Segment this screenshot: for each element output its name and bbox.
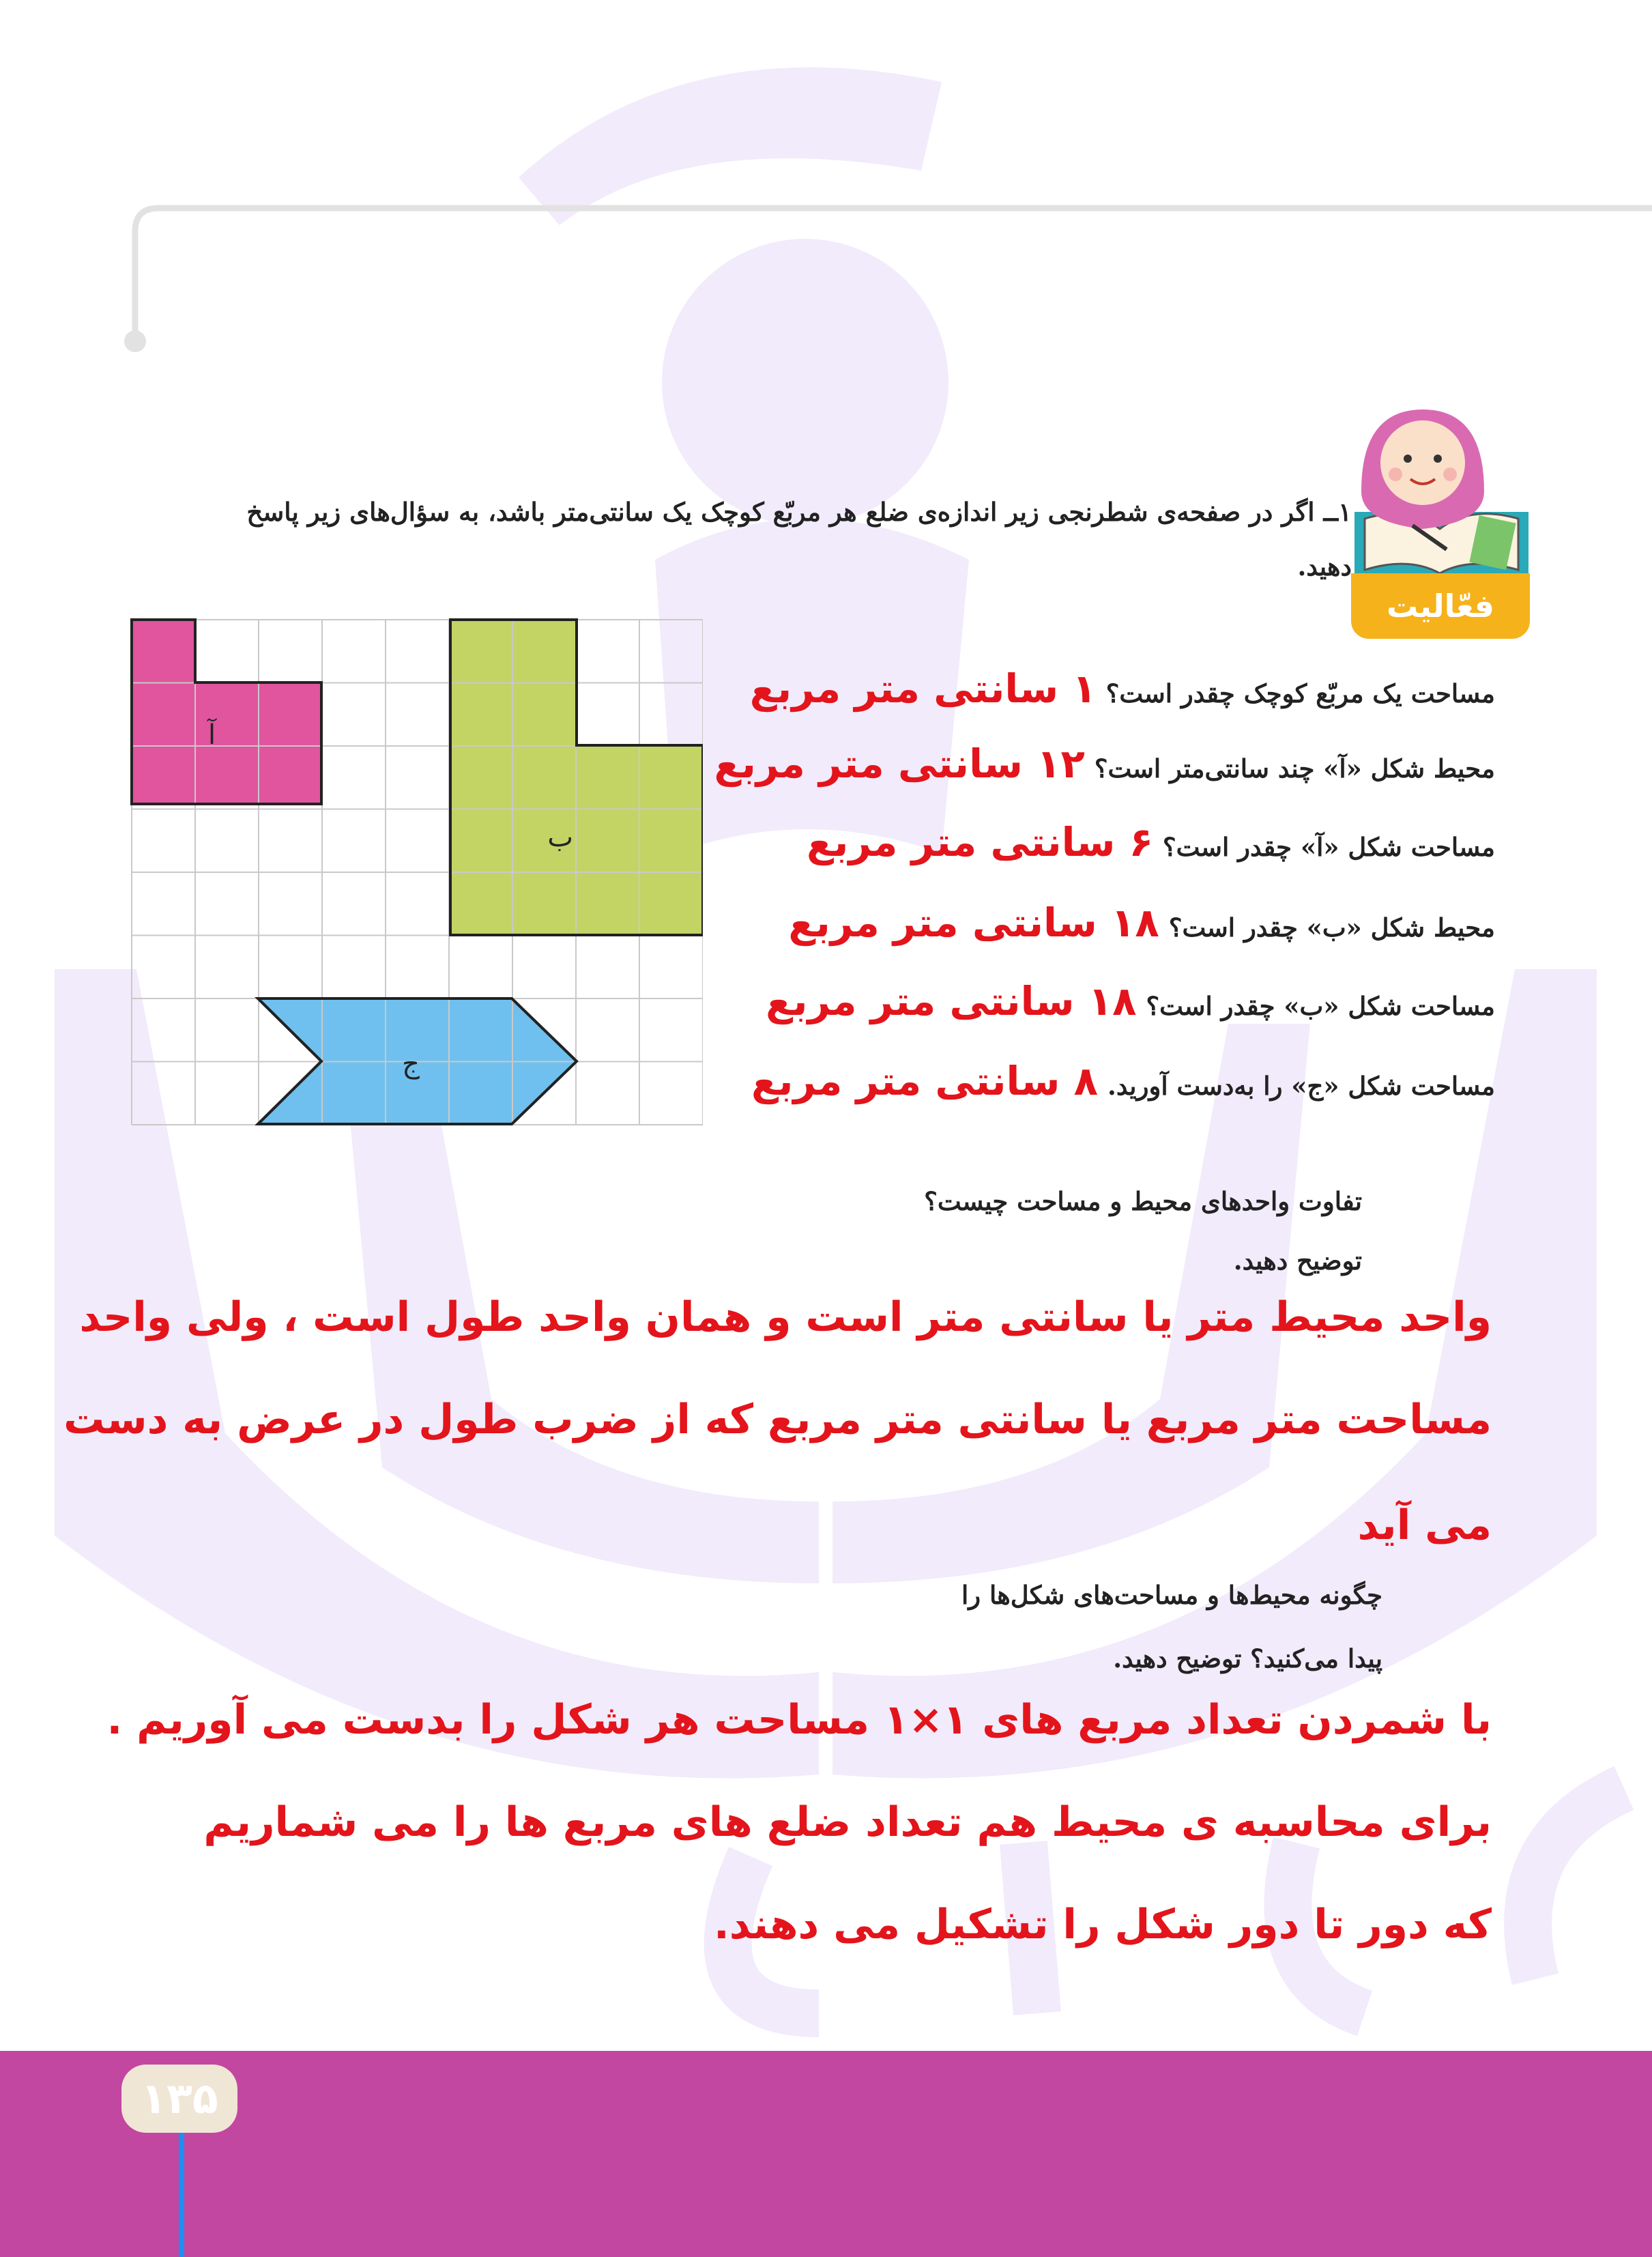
question-text: مساحت شکل «ب» چقدر است؟ <box>1146 991 1495 1021</box>
question-text: مساحت شکل «آ» چقدر است؟ <box>1163 832 1495 862</box>
section2-answer-1: واحد محیط متر یا سانتی متر است و همان واحد طول است ، ولی واحد <box>79 1293 1492 1341</box>
question-row <box>751 1058 1495 1104</box>
question-text: مساحت شکل «ج» را به‌دست آورید. <box>1107 1071 1495 1101</box>
shape-c-label: ج <box>402 1048 420 1080</box>
grid-figure <box>130 614 703 1133</box>
question-row <box>714 741 1495 787</box>
answer-text: ۱۸ سانتی متر مربع <box>788 900 1159 946</box>
section2-answer-2: مساحت متر مربع یا سانتی متر مربع که از ضرب طول در عرض به دست <box>63 1396 1492 1443</box>
section3-answer-2: برای محاسبه ی محیط هم تعداد ضلع های مربع ها را می شماریم <box>203 1798 1492 1846</box>
shape-a-label: آ <box>208 719 216 751</box>
footer-band <box>0 2051 1652 2257</box>
section2-question-2: توضیح دهید. <box>1233 1246 1362 1276</box>
question-row <box>766 978 1495 1024</box>
shape-a <box>132 620 321 804</box>
answer-text: ۱۸ سانتی متر مربع <box>766 978 1137 1024</box>
answer-text: ۱۲ سانتی متر مربع <box>714 741 1085 787</box>
question-text: محیط شکل «آ» چند سانتی‌متر است؟ <box>1094 753 1495 784</box>
activity-badge: فعّالیت <box>1351 573 1530 639</box>
page-number: ۱۳۵ <box>121 2065 237 2133</box>
question-row <box>788 900 1495 946</box>
section3-question-2: پیدا می‌کنید؟ توضیح دهید. <box>1113 1643 1382 1673</box>
page-frame <box>0 0 1652 409</box>
question-text: مساحت یک مربّع کوچک چقدر است؟ <box>1105 678 1495 708</box>
answer-text: ۸ سانتی متر مربع <box>751 1058 1098 1104</box>
section2-question-1: تفاوت واحدهای محیط و مساحت چیست؟ <box>924 1186 1362 1216</box>
shape-b-label: ب <box>547 822 573 853</box>
answer-text: ۶ سانتی متر مربع <box>807 819 1154 865</box>
intro-line-2: دهید. <box>1297 551 1352 581</box>
intro-line-1: ۱ــ اگر در صفحه‌ی شطرنجی زیر اندازه‌ی ضلع هر مربّع کوچک یک سانتی‌متر باشد، به سؤال‌های زیر پاسخ <box>246 497 1352 527</box>
answer-text: ۱ سانتی متر مربع <box>749 665 1097 712</box>
section3-question-1: چگونه محیط‌ها و مساحت‌های شکل‌ها را <box>961 1580 1382 1610</box>
footer-accent-line <box>179 2133 184 2257</box>
question-text: محیط شکل «ب» چقدر است؟ <box>1168 912 1495 943</box>
section2-answer-3: می آید <box>1357 1501 1492 1549</box>
question-row <box>807 819 1495 865</box>
question-row <box>750 665 1495 712</box>
section3-answer-3: که دور تا دور شکل را تشکیل می دهند. <box>714 1901 1492 1949</box>
section3-answer-1: با شمردن تعداد مربع های ۱×۱ مساحت هر شکل را بدست می آوریم . <box>106 1696 1492 1744</box>
girl-reading-icon <box>1348 409 1535 577</box>
